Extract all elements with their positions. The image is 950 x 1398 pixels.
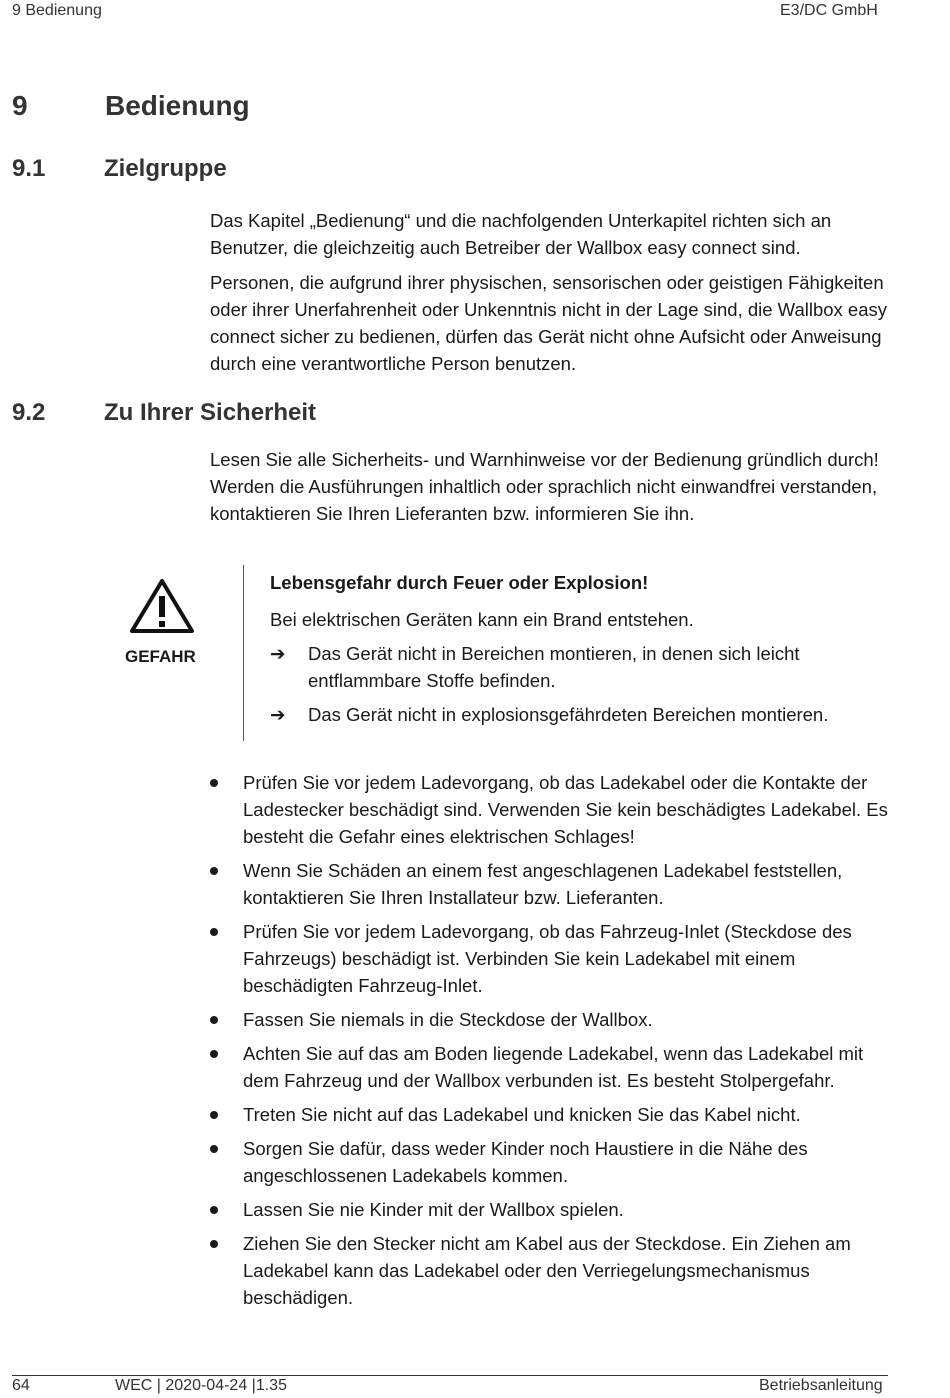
list-item: Prüfen Sie vor jedem Ladevorgang, ob das Ladekabel oder die Kontakte der Ladestecker beschädigt sind. Verwenden Sie kein beschädigtes Ladekabel. Es besteht die Gefahr eines elektrischen Schlages!	[210, 769, 890, 850]
list-item: Prüfen Sie vor jedem Ladevorgang, ob das Fahrzeug-Inlet (Steckdose des Fahrzeugs) beschädigt ist. Verbinden Sie kein Ladekabel mit einem beschädigten Fahrzeug-Inlet.	[210, 918, 890, 999]
section-title-sicherheit: Zu Ihrer Sicherheit	[104, 399, 317, 426]
section-title-zielgruppe: Zielgruppe	[104, 155, 227, 182]
list-item: Treten Sie nicht auf das Ladekabel und knicken Sie das Kabel nicht.	[210, 1101, 890, 1128]
warning-text: Bei elektrischen Geräten kann ein Brand entstehen.	[270, 609, 694, 630]
document-type: Betriebsanleitung	[759, 1377, 883, 1394]
page-number: 64	[12, 1377, 30, 1394]
warning-label: GEFAHR	[125, 647, 196, 666]
bullet-icon	[210, 1206, 218, 1214]
paragraph: Personen, die aufgrund ihrer physischen, sensorischen oder geistigen Fähigkeiten oder ihrer Unerfahrenheit oder Unkenntnis nicht in der Lage sind, die Wallbox easy connect sicher zu bedienen, dürfen das Gerät nicht ohne Aufsicht oder Anweisung durch eine verantwortliche Person benutzen.	[210, 272, 888, 374]
arrow-right-icon: ➔	[270, 704, 286, 725]
warning-measures-list	[270, 640, 890, 735]
list-item: ➔ Das Gerät nicht in explosionsgefährdeten Bereichen montieren.	[270, 701, 890, 728]
running-header-chapter: 9 Bedienung	[12, 2, 102, 19]
list-item: Ziehen Sie den Stecker nicht am Kabel aus der Steckdose. Ein Ziehen am Ladekabel kann das Ladekabel oder den Verriegelungsmechanismus beschädigen.	[210, 1230, 890, 1311]
arrow-right-icon: ➔	[270, 643, 286, 664]
safety-bullet-list	[210, 769, 890, 1318]
list-item: ➔ Das Gerät nicht in Bereichen montieren, in denen sich leicht entflammbare Stoffe befinden.	[270, 640, 890, 694]
bullet-icon	[210, 779, 218, 787]
list-item: Wenn Sie Schäden an einem fest angeschlagenen Ladekabel feststellen, kontaktieren Sie Ihren Installateur bzw. Lieferanten.	[210, 857, 890, 911]
section-number-9-1: 9.1	[12, 155, 46, 182]
list-item: Fassen Sie niemals in die Steckdose der Wallbox.	[210, 1006, 890, 1033]
document-version: WEC | 2020-04-24 |1.35	[115, 1377, 287, 1394]
section-number-9-2: 9.2	[12, 399, 46, 426]
bullet-icon	[210, 1145, 218, 1153]
safety-intro	[210, 446, 900, 527]
paragraph: Lesen Sie alle Sicherheits- und Warnhinweise vor der Bedienung gründlich durch!	[210, 449, 879, 470]
warning-divider	[243, 565, 244, 741]
warning-triangle-icon	[128, 577, 196, 635]
list-item: Achten Sie auf das am Boden liegende Ladekabel, wenn das Ladekabel mit dem Fahrzeug und der Wallbox verbunden ist. Es besteht Stolpergefahr.	[210, 1040, 890, 1094]
chapter-number: 9	[12, 90, 28, 121]
warning-title: Lebensgefahr durch Feuer oder Explosion!	[270, 572, 649, 593]
bullet-icon	[210, 1050, 218, 1058]
bullet-icon	[210, 1111, 218, 1119]
footer-divider	[12, 1375, 888, 1376]
paragraph: Werden die Ausführungen inhaltlich oder sprachlich nicht einwandfrei verstanden, kontaktieren Sie Ihren Lieferanten bzw. informieren Sie ihn.	[210, 476, 878, 524]
list-item: Sorgen Sie dafür, dass weder Kinder noch Haustiere in die Nähe des angeschlossenen Ladekabels kommen.	[210, 1135, 890, 1189]
chapter-title: Bedienung	[105, 90, 250, 121]
paragraph: Das Kapitel „Bedienung“ und die nachfolgenden Unterkapitel richten sich an Benutzer, die gleichzeitig auch Betreiber der Wallbox easy connect sind.	[210, 210, 832, 258]
bullet-icon	[210, 928, 218, 936]
bullet-icon	[210, 1240, 218, 1248]
bullet-icon	[210, 867, 218, 875]
running-header-company: E3/DC GmbH	[780, 2, 878, 19]
list-item: Lassen Sie nie Kinder mit der Wallbox spielen.	[210, 1196, 890, 1223]
bullet-icon	[210, 1016, 218, 1024]
